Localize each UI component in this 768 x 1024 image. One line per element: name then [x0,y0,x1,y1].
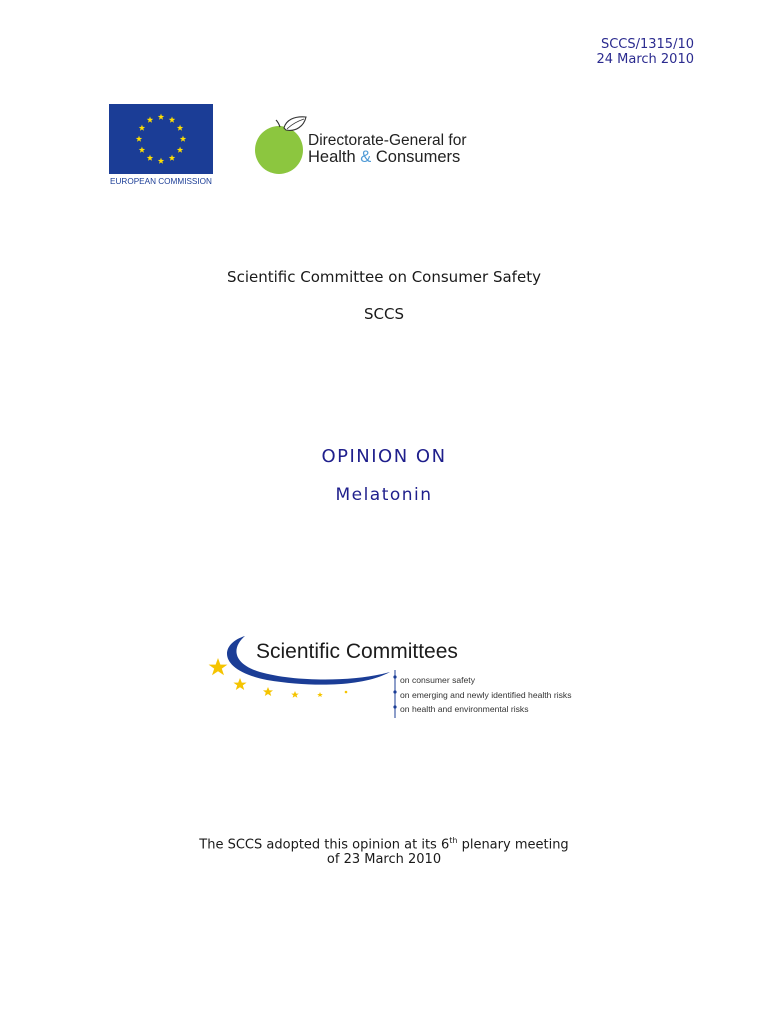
reference-date: 24 March 2010 [596,52,694,67]
adoption-text: The SCCS adopted this opinion at its 6 [199,837,450,853]
star-icon [233,678,246,690]
opinion-heading: OPINION ON [321,446,447,467]
star-icon [209,658,228,675]
committee-acronym: SCCS [364,305,404,323]
adoption-line1 [0,833,768,852]
dg-ampersand: & [360,148,372,166]
ordinal-suffix: th [449,836,458,845]
sc-item-emerging-risks: on emerging and newly identified health risks [400,689,572,700]
dg-health: Health [308,148,361,166]
dg-logo-line1: Directorate-General for [308,132,467,149]
dg-logo-text [308,132,467,166]
scientific-committees-list [400,673,572,717]
ec-logo-label: EUROPEAN COMMISSION [110,177,212,186]
dg-logo-line2 [308,149,467,166]
adoption-note [0,833,768,867]
european-commission-logo [109,104,213,186]
star-icon [345,691,348,694]
sc-item-consumer-safety: on consumer safety [400,675,475,685]
star-icon [291,691,299,698]
sc-item-environmental-risks: on health and environmental risks [400,704,529,714]
adoption-line2: of 23 March 2010 [326,852,442,868]
committee-name: Scientific Committee on Consumer Safety [227,268,541,286]
reference-code: SCCS/1315/10 [600,37,694,52]
scientific-committees-title: Scientific Committees [256,640,458,663]
dg-consumers: Consumers [371,148,461,166]
apple-icon [255,126,303,174]
committee-markers [393,670,396,718]
opinion-subject: Melatonin [335,485,433,505]
document-reference [596,37,694,67]
star-icon [263,687,273,696]
star-icon [317,692,323,697]
adoption-text-end: plenary meeting [457,837,569,853]
